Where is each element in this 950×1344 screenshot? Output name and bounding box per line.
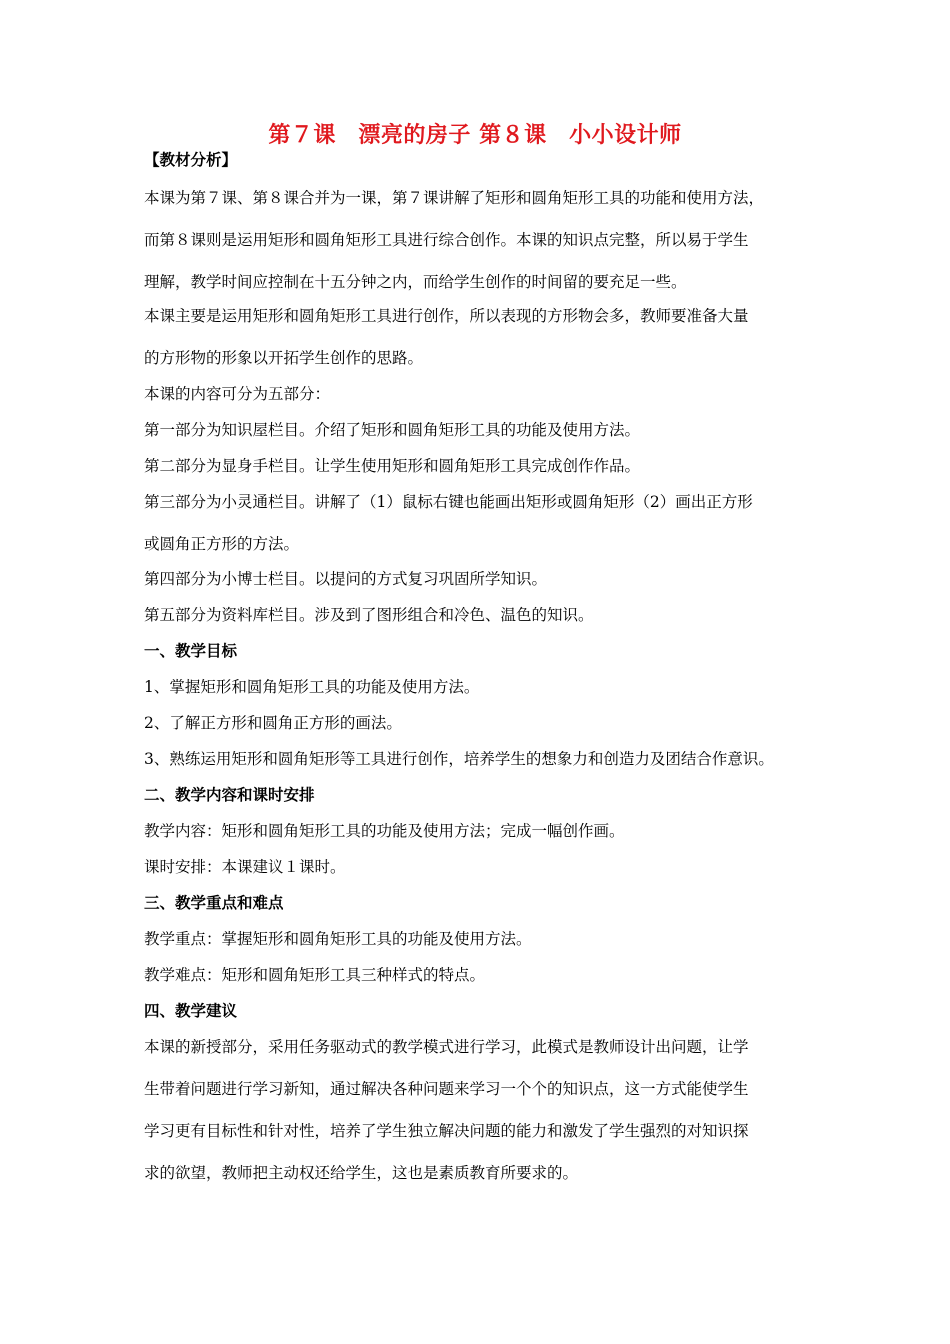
paragraph-line: 第二部分为显身手栏目。让学生使用矩形和圆角矩形工具完成创作作品。 (144, 457, 641, 475)
paragraph-line: 1、掌握矩形和圆角矩形工具的功能及使用方法。 (144, 678, 480, 696)
paragraph-line: 第五部分为资料库栏目。涉及到了图形组合和冷色、温色的知识。 (144, 606, 594, 624)
paragraph-line: 课时安排：本课建议１课时。 (144, 858, 346, 876)
paragraph-line: 或圆角正方形的方法。 (144, 535, 300, 553)
paragraph-line: 本课的内容可分为五部分： (144, 385, 331, 403)
paragraph-line: 3、熟练运用矩形和圆角矩形等工具进行创作，培养学生的想象力和创造力及团结合作意识。 (144, 750, 774, 768)
section-heading: 一、教学目标 (144, 641, 238, 660)
paragraph-line: 求的欲望，教师把主动权还给学生，这也是素质教育所要求的。 (144, 1164, 579, 1182)
paragraph-line: 教学难点：矩形和圆角矩形工具三种样式的特点。 (144, 966, 486, 984)
page-title: 第７课 漂亮的房子 第８课 小小设计师 (268, 122, 682, 148)
paragraph-line: 教学内容：矩形和圆角矩形工具的功能及使用方法；完成一幅创作画。 (144, 822, 625, 840)
paragraph-line: 本课的新授部分，采用任务驱动式的教学模式进行学习，此模式是教师设计出问题，让学 (144, 1038, 749, 1056)
section-heading: 二、教学内容和课时安排 (144, 785, 315, 804)
paragraph-line: 学习更有目标性和针对性，培养了学生独立解决问题的能力和激发了学生强烈的对知识探 (144, 1122, 749, 1140)
paragraph-line: 第三部分为小灵通栏目。讲解了（1）鼠标右键也能画出矩形或圆角矩形（2）画出正方形 (144, 493, 753, 511)
section-heading: 四、教学建议 (144, 1001, 238, 1020)
paragraph-line: 2、了解正方形和圆角正方形的画法。 (144, 714, 402, 732)
paragraph-line: 而第８课则是运用矩形和圆角矩形工具进行综合创作。本课的知识点完整，所以易于学生 (144, 231, 749, 249)
paragraph-line: 第一部分为知识屋栏目。介绍了矩形和圆角矩形工具的功能及使用方法。 (144, 421, 641, 439)
paragraph-line: 教学重点：掌握矩形和圆角矩形工具的功能及使用方法。 (144, 930, 532, 948)
paragraph-line: 理解，教学时间应控制在十五分钟之内，而给学生创作的时间留的要充足一些。 (144, 273, 687, 291)
paragraph-line: 的方形物的形象以开拓学生创作的思路。 (144, 349, 424, 367)
analysis-heading: 【教材分析】 (144, 150, 238, 169)
section-heading: 三、教学重点和难点 (144, 893, 284, 912)
paragraph-line: 生带着问题进行学习新知，通过解决各种问题来学习一个个的知识点，这一方式能使学生 (144, 1080, 749, 1098)
paragraph-line: 第四部分为小博士栏目。以提问的方式复习巩固所学知识。 (144, 570, 548, 588)
paragraph-line: 本课为第７课、第８课合并为一课，第７课讲解了矩形和圆角矩形工具的功能和使用方法， (144, 189, 765, 207)
paragraph-line: 本课主要是运用矩形和圆角矩形工具进行创作，所以表现的方形物会多，教师要准备大量 (144, 307, 749, 325)
